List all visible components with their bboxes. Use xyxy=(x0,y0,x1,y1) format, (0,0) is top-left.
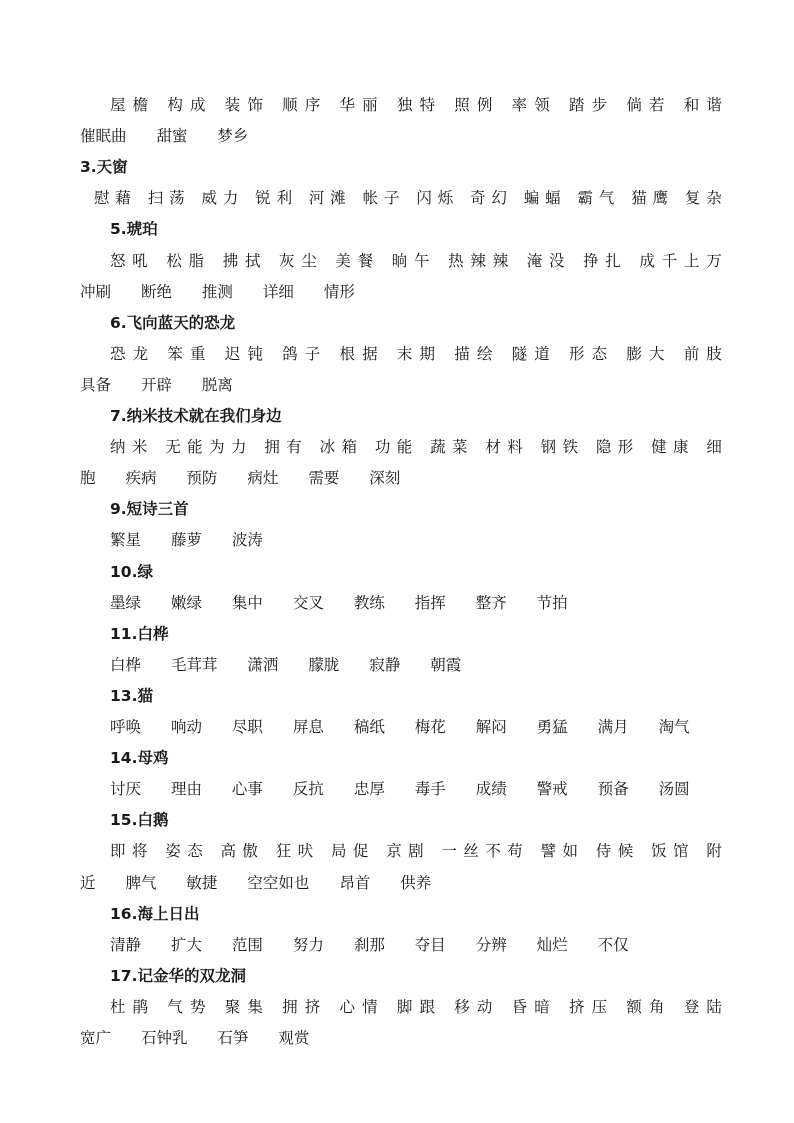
vocabulary-word: 石钟乳 xyxy=(140,1029,188,1047)
vocabulary-word: 蔬菜 xyxy=(430,438,474,457)
vocabulary-line xyxy=(110,712,722,743)
vocabulary-word: 松脂 xyxy=(166,251,211,270)
vocabulary-word: 挤压 xyxy=(569,997,615,1016)
vocabulary-word: 霸气 xyxy=(577,189,621,208)
vocabulary-word: 胞 xyxy=(80,469,96,488)
vocabulary-word: 范围 xyxy=(231,935,263,954)
vocabulary-word: 昂首 xyxy=(339,873,371,892)
vocabulary-word: 即将 xyxy=(110,842,154,861)
vocabulary-word: 疾病 xyxy=(125,469,157,488)
vocabulary-word: 帐子 xyxy=(362,189,406,208)
vocabulary-word: 白桦 xyxy=(110,655,142,674)
vocabulary-word: 闪烁 xyxy=(416,189,460,208)
vocabulary-word: 京剧 xyxy=(386,842,431,861)
vocabulary-word: 描绘 xyxy=(454,344,500,363)
vocabulary-line xyxy=(110,246,722,277)
vocabulary-word: 和谐 xyxy=(683,96,722,114)
vocabulary-word: 慰藉 xyxy=(94,189,137,208)
vocabulary-word: 深刻 xyxy=(369,469,401,488)
vocabulary-word: 稿纸 xyxy=(353,718,385,736)
vocabulary-word: 屏息 xyxy=(292,718,324,736)
vocabulary-word: 敏捷 xyxy=(186,873,218,892)
vocabulary-word: 开辟 xyxy=(140,375,172,394)
vocabulary-word: 清静 xyxy=(110,935,142,954)
vocabulary-line xyxy=(80,277,722,308)
vocabulary-word: 拥有 xyxy=(264,438,309,457)
vocabulary-word: 成千上万 xyxy=(639,251,722,270)
vocabulary-word: 刹那 xyxy=(353,935,385,954)
vocabulary-line xyxy=(110,836,722,867)
vocabulary-word: 挣扎 xyxy=(583,251,628,270)
vocabulary-word: 成绩 xyxy=(475,780,507,799)
vocabulary-word: 材料 xyxy=(485,438,530,457)
vocabulary-word: 局促 xyxy=(331,842,375,861)
vocabulary-word: 藤萝 xyxy=(170,531,202,550)
section-title: 17.记金华的双龙洞 xyxy=(110,966,246,985)
vocabulary-word: 侍候 xyxy=(595,842,640,861)
vocabulary-word: 繁星 xyxy=(110,531,142,550)
vocabulary-word: 扩大 xyxy=(170,935,202,954)
vocabulary-word: 灿烂 xyxy=(536,935,568,954)
vocabulary-word: 毒手 xyxy=(414,780,446,799)
vocabulary-word: 河滩 xyxy=(308,189,352,208)
vocabulary-line xyxy=(110,774,722,805)
vocabulary-word: 情形 xyxy=(323,282,355,301)
vocabulary-word: 奇幻 xyxy=(470,189,513,208)
vocabulary-word: 笨重 xyxy=(167,344,213,363)
vocabulary-word: 晌午 xyxy=(391,251,437,270)
vocabulary-word: 分辨 xyxy=(475,935,507,954)
vocabulary-word: 独特 xyxy=(396,96,443,114)
vocabulary-word: 细 xyxy=(706,438,722,457)
vocabulary-word: 教练 xyxy=(353,593,385,612)
vocabulary-word: 登陆 xyxy=(683,997,722,1016)
vocabulary-word: 根据 xyxy=(339,344,385,363)
vocabulary-word: 淹没 xyxy=(526,251,572,270)
vocabulary-word: 努力 xyxy=(292,935,324,954)
section-title: 5.琥珀 xyxy=(110,220,158,239)
vocabulary-word: 具备 xyxy=(80,375,112,394)
vocabulary-word: 末期 xyxy=(396,344,443,363)
vocabulary-line xyxy=(80,463,722,494)
vocabulary-word: 断绝 xyxy=(140,282,172,301)
vocabulary-line xyxy=(80,1023,722,1054)
vocabulary-word: 呼唤 xyxy=(110,718,142,736)
vocabulary-word: 形态 xyxy=(569,344,615,363)
vocabulary-word: 美餐 xyxy=(335,251,380,270)
vocabulary-word: 健康 xyxy=(651,438,695,457)
section-title: 3.天窗 xyxy=(80,158,128,177)
vocabulary-word: 隧道 xyxy=(511,344,557,363)
vocabulary-word: 无能为力 xyxy=(165,438,253,457)
vocabulary-word: 预防 xyxy=(186,469,218,488)
vocabulary-word: 昏暗 xyxy=(511,997,557,1016)
vocabulary-word: 交叉 xyxy=(292,593,324,612)
vocabulary-word: 朦胧 xyxy=(308,655,340,674)
vocabulary-word: 倘若 xyxy=(626,96,672,114)
vocabulary-word: 整齐 xyxy=(475,593,507,612)
vocabulary-word: 反抗 xyxy=(292,780,324,799)
vocabulary-word: 潇洒 xyxy=(247,655,279,674)
vocabulary-word: 朝霞 xyxy=(430,655,462,674)
vocabulary-word: 嫩绿 xyxy=(170,593,202,612)
vocabulary-line xyxy=(110,432,722,463)
section-title: 15.白鹅 xyxy=(110,811,169,830)
vocabulary-line xyxy=(110,339,722,370)
vocabulary-word: 饭馆 xyxy=(651,842,695,861)
vocabulary-word: 汤圆 xyxy=(658,780,690,799)
vocabulary-word: 讨厌 xyxy=(110,780,142,799)
vocabulary-word: 寂静 xyxy=(369,655,401,674)
vocabulary-word: 脾气 xyxy=(125,873,157,892)
vocabulary-word: 近 xyxy=(80,873,96,892)
vocabulary-line xyxy=(80,121,722,152)
vocabulary-word: 前肢 xyxy=(683,344,722,363)
vocabulary-word: 墨绿 xyxy=(110,593,142,612)
vocabulary-word: 心情 xyxy=(339,997,385,1016)
vocabulary-word: 推测 xyxy=(201,282,233,301)
vocabulary-line xyxy=(110,588,722,619)
vocabulary-word: 迟钝 xyxy=(224,344,271,363)
vocabulary-word: 解闷 xyxy=(475,718,507,736)
vocabulary-word: 催眠曲 xyxy=(80,127,127,146)
vocabulary-word: 蝙蝠 xyxy=(523,189,567,208)
vocabulary-word: 姿态 xyxy=(165,842,210,861)
vocabulary-word: 附 xyxy=(706,842,722,861)
vocabulary-word: 脚跟 xyxy=(396,997,443,1016)
section-title: 16.海上日出 xyxy=(110,904,200,923)
vocabulary-word: 空空如也 xyxy=(247,873,310,892)
vocabulary-word: 照例 xyxy=(454,96,500,114)
vocabulary-word: 拂拭 xyxy=(222,251,268,270)
vocabulary-word: 鸽子 xyxy=(282,344,328,363)
vocabulary-word: 心事 xyxy=(231,780,263,799)
section-title: 11.白桦 xyxy=(110,624,169,643)
vocabulary-word: 顺序 xyxy=(282,96,328,114)
vocabulary-word: 隐形 xyxy=(595,438,640,457)
vocabulary-line xyxy=(110,525,722,556)
vocabulary-word: 观赏 xyxy=(278,1029,310,1047)
section-title: 7.纳米技术就在我们身边 xyxy=(110,407,282,425)
vocabulary-word: 梅花 xyxy=(414,718,446,736)
vocabulary-word: 指挥 xyxy=(414,593,446,612)
vocabulary-word: 热辣辣 xyxy=(448,251,515,270)
vocabulary-word: 功能 xyxy=(374,438,419,457)
vocabulary-word: 拥挤 xyxy=(282,997,328,1016)
vocabulary-word: 踏步 xyxy=(569,96,615,114)
vocabulary-line xyxy=(110,90,722,121)
vocabulary-word: 毛茸茸 xyxy=(170,655,218,674)
vocabulary-word: 冲刷 xyxy=(80,282,112,301)
vocabulary-word: 猫鹰 xyxy=(631,189,675,208)
section-title: 13.猫 xyxy=(110,686,153,705)
vocabulary-word: 冰箱 xyxy=(319,438,364,457)
vocabulary-word: 不仅 xyxy=(597,935,629,954)
vocabulary-line xyxy=(110,992,722,1023)
vocabulary-word: 杜鹃 xyxy=(110,997,156,1016)
vocabulary-word: 梦乡 xyxy=(217,127,249,146)
vocabulary-word: 需要 xyxy=(308,469,340,488)
vocabulary-word: 波涛 xyxy=(231,531,263,550)
vocabulary-word: 灰尘 xyxy=(279,251,324,270)
vocabulary-line xyxy=(110,650,722,681)
vocabulary-word: 高傲 xyxy=(220,842,265,861)
vocabulary-word: 详细 xyxy=(262,282,294,301)
vocabulary-word: 满月 xyxy=(597,718,629,736)
vocabulary-word: 勇猛 xyxy=(536,718,568,736)
vocabulary-word: 威力 xyxy=(201,189,245,208)
vocabulary-word: 狂吠 xyxy=(275,842,320,861)
vocabulary-word: 脱离 xyxy=(201,375,233,394)
vocabulary-word: 预备 xyxy=(597,780,629,799)
vocabulary-word: 华丽 xyxy=(339,96,385,114)
vocabulary-word: 一丝不苟 xyxy=(441,842,530,861)
vocabulary-word: 纳米 xyxy=(110,438,154,457)
vocabulary-word: 淘气 xyxy=(658,718,690,736)
section-title: 14.母鸡 xyxy=(110,749,169,768)
vocabulary-word: 警戒 xyxy=(536,780,568,799)
vocabulary-word: 宽广 xyxy=(80,1029,112,1047)
vocabulary-word: 率领 xyxy=(511,96,557,114)
vocabulary-word: 聚集 xyxy=(224,997,271,1016)
vocabulary-word: 理由 xyxy=(170,780,202,799)
vocabulary-line xyxy=(80,370,722,401)
vocabulary-word: 复杂 xyxy=(684,189,722,208)
vocabulary-word: 膨大 xyxy=(626,344,672,363)
vocabulary-word: 装饰 xyxy=(224,96,271,114)
vocabulary-word: 恐龙 xyxy=(110,344,156,363)
vocabulary-word: 气势 xyxy=(167,997,213,1016)
vocabulary-line xyxy=(80,868,722,899)
vocabulary-word: 怒吼 xyxy=(110,251,155,270)
section-title: 6.飞向蓝天的恐龙 xyxy=(110,313,236,332)
vocabulary-word: 构成 xyxy=(167,96,213,114)
vocabulary-word: 譬如 xyxy=(540,842,585,861)
vocabulary-word: 节拍 xyxy=(536,593,568,612)
section-title: 9.短诗三首 xyxy=(110,500,189,519)
vocabulary-word: 供养 xyxy=(400,873,432,892)
vocabulary-word: 移动 xyxy=(454,997,500,1016)
vocabulary-line xyxy=(110,930,722,961)
vocabulary-word: 屋檐 xyxy=(110,96,156,114)
vocabulary-word: 集中 xyxy=(231,593,263,612)
section-title: 10.绿 xyxy=(110,562,153,581)
vocabulary-word: 钢铁 xyxy=(540,438,585,457)
vocabulary-line xyxy=(94,183,722,214)
vocabulary-word: 病灶 xyxy=(247,469,279,488)
vocabulary-word: 扫荡 xyxy=(147,189,191,208)
vocabulary-word: 忠厚 xyxy=(353,780,385,799)
vocabulary-word: 夺目 xyxy=(414,935,446,954)
vocabulary-word: 响动 xyxy=(170,718,202,736)
vocabulary-word: 额角 xyxy=(626,997,672,1016)
vocabulary-word: 尽职 xyxy=(231,718,263,736)
vocabulary-word: 石笋 xyxy=(217,1029,249,1047)
vocabulary-word: 锐利 xyxy=(255,189,299,208)
vocabulary-word: 甜蜜 xyxy=(156,127,188,146)
